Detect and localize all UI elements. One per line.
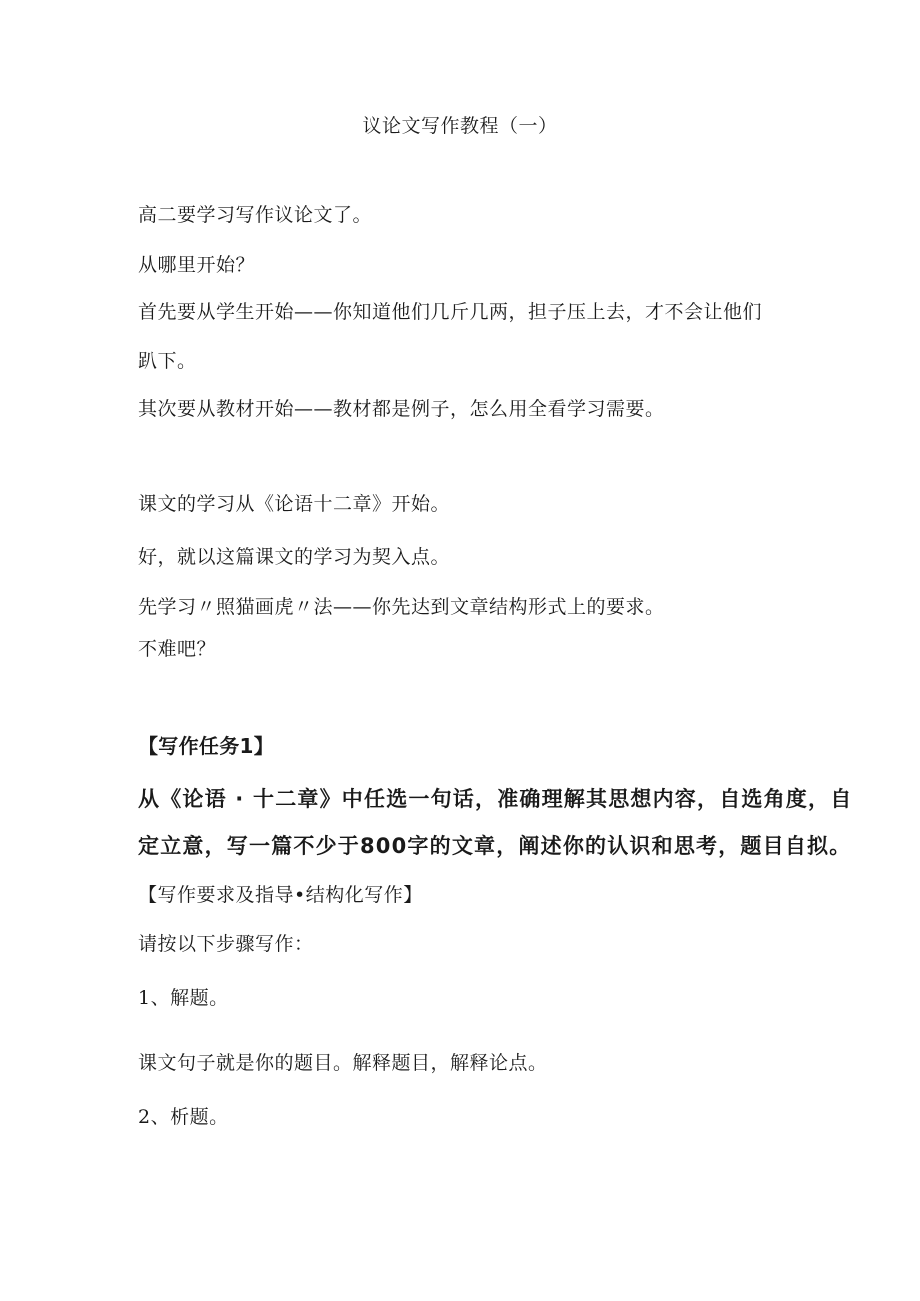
- guide-heading: 【写作要求及指导•结构化写作】: [138, 884, 423, 906]
- guide-instruction: 请按以下步骤写作：: [138, 933, 314, 955]
- document-title: 议论文写作教程（一）: [362, 115, 558, 137]
- intro-line-1: 高二要学习写作议论文了。: [138, 204, 373, 226]
- intro-line-2: 从哪里开始？: [138, 254, 256, 276]
- step-1-description: 课文句子就是你的题目。解释题目，解释论点。: [138, 1052, 548, 1074]
- step-2-heading: 2、析题。: [138, 1106, 229, 1128]
- lesson-line-3: 先学习〃照猫画虎〃法——你先达到文章结构形式上的要求。: [138, 596, 665, 618]
- task-body-line-1: 从《论语 · 十二章》中任选一句话，准确理解其思想内容，自选角度，自: [138, 787, 853, 811]
- lesson-line-2: 好，就以这篇课文的学习为契入点。: [138, 546, 451, 568]
- task-heading: 【写作任务1】: [138, 734, 275, 758]
- task-body-line-2: 定立意，写一篇不少于800字的文章，阐述你的认识和思考，题目自拟。: [138, 834, 852, 858]
- intro-line-5: 其次要从教材开始——教材都是例子，怎么用全看学习需要。: [138, 398, 665, 420]
- lesson-line-1: 课文的学习从《论语十二章》开始。: [138, 493, 451, 515]
- intro-line-3: 首先要从学生开始——你知道他们几斤几两，担子压上去，才不会让他们: [138, 301, 763, 323]
- lesson-line-4: 不难吧？: [138, 638, 217, 660]
- step-1-heading: 1、解题。: [138, 987, 229, 1009]
- intro-line-4: 趴下。: [138, 350, 197, 372]
